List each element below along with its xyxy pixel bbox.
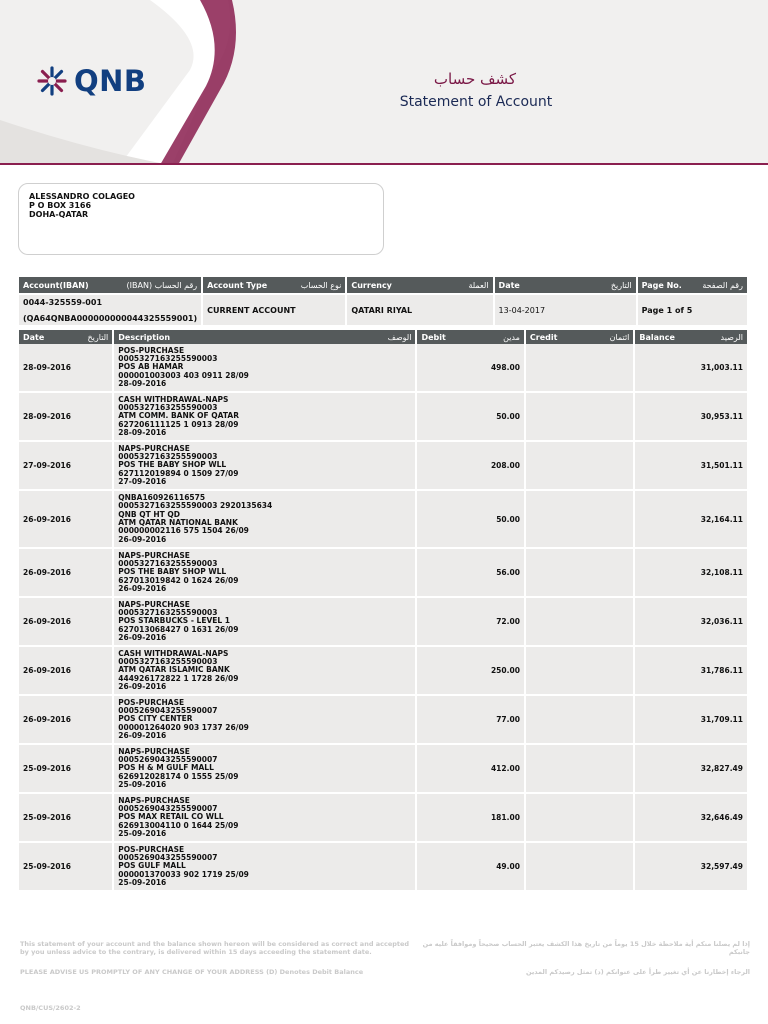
description-line: 26-09-2016 <box>118 632 167 642</box>
description-line: NAPS-PURCHASE <box>118 795 190 805</box>
transaction-debit: 208.00 <box>417 442 523 491</box>
footer-note-arabic: إذا لم يصلنا منكم أية ملاحظة خلال 15 يوماً من تاريخ هذا الكشف يعتبر الحساب صحيحاً وموافقاً عليه من جانبكم <box>422 940 750 956</box>
description-line: 28-09-2016 <box>118 378 167 388</box>
transaction-description <box>114 745 415 794</box>
description-line: 0005327163255590003 <box>118 452 218 462</box>
transaction-balance: 32,108.11 <box>635 549 747 598</box>
transaction-debit: 72.00 <box>417 598 523 647</box>
transaction-date: 25-09-2016 <box>19 745 112 794</box>
description-line: 627013068427 0 1631 26/09 <box>118 624 239 634</box>
transaction-credit <box>526 442 633 491</box>
table-row <box>19 794 747 843</box>
transaction-debit: 56.00 <box>417 549 523 598</box>
description-line: NAPS-PURCHASE <box>118 443 190 453</box>
header-page-no: Page No. رقم الصفحة <box>638 277 747 293</box>
transaction-debit: 412.00 <box>417 745 523 794</box>
transaction-date: 26-09-2016 <box>19 598 112 647</box>
footer-note-english: This statement of your account and the balance shown hereon will be considered as correct and accepted by you unless advice to the contrary, is delivered within 15 days acceeding the statement date. <box>20 940 410 956</box>
transaction-credit <box>526 794 633 843</box>
header-account-iban: Account(IBAN) رقم الحساب (IBAN) <box>19 277 201 293</box>
account-number: 0044-325559-001 <box>23 297 103 307</box>
transaction-credit <box>526 491 633 549</box>
description-line: 444926172822 1 1728 26/09 <box>118 673 239 683</box>
column-balance: Balance الرصيد <box>635 330 747 344</box>
currency-value: QATARI RIYAL <box>347 295 492 325</box>
description-line: POS H & M GULF MALL <box>118 763 214 773</box>
transaction-balance: 32,597.49 <box>635 843 747 892</box>
transaction-description <box>114 491 415 549</box>
description-line: POS STARBUCKS - LEVEL 1 <box>118 616 230 626</box>
transaction-balance: 32,827.49 <box>635 745 747 794</box>
address-city: DOHA-QATAR <box>29 210 89 219</box>
description-line: 626912028174 0 1555 25/09 <box>118 771 239 781</box>
qnb-logo <box>36 64 147 98</box>
description-line: 0005269043255590007 <box>118 755 218 765</box>
transaction-credit <box>526 843 633 892</box>
table-row <box>19 344 747 393</box>
description-line: QNB QT HT QD <box>118 509 180 519</box>
header-rule <box>0 163 768 165</box>
header-account-type: Account Type نوع الحساب <box>203 277 345 293</box>
transaction-debit: 250.00 <box>417 647 523 696</box>
description-line: POS-PURCHASE <box>118 697 185 707</box>
description-line: POS-PURCHASE <box>118 844 185 854</box>
transaction-debit: 181.00 <box>417 794 523 843</box>
transaction-credit <box>526 696 633 745</box>
transaction-description <box>114 344 415 393</box>
description-line: 627206111125 1 0913 28/09 <box>118 419 239 429</box>
description-line: 26-09-2016 <box>118 730 167 740</box>
transaction-balance: 32,164.11 <box>635 491 747 549</box>
transaction-debit: 50.00 <box>417 491 523 549</box>
header-date: Date التاريخ <box>495 277 636 293</box>
description-line: 25-09-2016 <box>118 779 167 789</box>
transaction-date: 27-09-2016 <box>19 442 112 491</box>
bank-name: QNB <box>74 64 147 98</box>
transaction-debit: 77.00 <box>417 696 523 745</box>
description-line: 000000002116 575 1504 26/09 <box>118 526 249 536</box>
transaction-date: 26-09-2016 <box>19 696 112 745</box>
description-line: POS THE BABY SHOP WLL <box>118 567 227 577</box>
description-line: 0005269043255590007 <box>118 706 218 716</box>
description-line: 26-09-2016 <box>118 534 167 544</box>
table-row <box>19 491 747 549</box>
description-line: 0005327163255590003 2920135634 <box>118 501 273 511</box>
table-row <box>19 598 747 647</box>
iban-number: (QA64QNBA000000000044325559001) <box>23 313 198 323</box>
description-line: CASH WITHDRAWAL-NAPS <box>118 394 229 404</box>
form-code: QNB/CUS/2602-2 <box>20 1004 81 1012</box>
description-line: 27-09-2016 <box>118 476 167 486</box>
description-line: 25-09-2016 <box>118 877 167 887</box>
description-line: CASH WITHDRAWAL-NAPS <box>118 648 229 658</box>
description-line: POS CITY CENTER <box>118 714 193 724</box>
table-row <box>19 647 747 696</box>
description-line: ATM QATAR NATIONAL BANK <box>118 518 238 527</box>
transaction-credit <box>526 598 633 647</box>
transaction-balance: 31,501.11 <box>635 442 747 491</box>
transaction-description <box>114 442 415 491</box>
transaction-date: 26-09-2016 <box>19 549 112 598</box>
transactions-table <box>17 330 749 892</box>
page-title-arabic: كشف حساب <box>433 70 517 88</box>
transaction-credit <box>526 647 633 696</box>
description-line: 0005327163255590003 <box>118 354 218 364</box>
description-line: 26-09-2016 <box>118 681 167 691</box>
transaction-date: 26-09-2016 <box>19 491 112 549</box>
customer-address-box <box>18 183 384 255</box>
column-debit: Debit مدين <box>417 330 523 344</box>
transaction-balance: 31,786.11 <box>635 647 747 696</box>
transaction-date: 28-09-2016 <box>19 393 112 442</box>
transaction-credit <box>526 745 633 794</box>
description-line: 0005327163255590003 <box>118 403 218 413</box>
header-currency: Currency العملة <box>347 277 492 293</box>
description-line: 627112019894 0 1509 27/09 <box>118 468 239 478</box>
transaction-description <box>114 696 415 745</box>
page-title: Statement of Account <box>399 94 553 110</box>
account-type-value: CURRENT ACCOUNT <box>203 295 345 325</box>
transaction-description <box>114 843 415 892</box>
description-line: POS-PURCHASE <box>118 345 185 355</box>
table-row <box>19 442 747 491</box>
transaction-credit <box>526 393 633 442</box>
transaction-date: 25-09-2016 <box>19 794 112 843</box>
transaction-balance: 30,953.11 <box>635 393 747 442</box>
column-date: Date التاريخ <box>19 330 112 344</box>
table-row <box>19 843 747 892</box>
description-line: 000001264020 903 1737 26/09 <box>118 722 249 732</box>
description-line: 0005327163255590003 <box>118 657 218 667</box>
transaction-date: 26-09-2016 <box>19 647 112 696</box>
transaction-description <box>114 549 415 598</box>
transaction-description <box>114 393 415 442</box>
transaction-date: 28-09-2016 <box>19 344 112 393</box>
description-line: NAPS-PURCHASE <box>118 550 190 560</box>
table-row <box>19 393 747 442</box>
description-line: POS AB HAMAR <box>118 362 184 372</box>
account-number-cell <box>19 295 201 325</box>
customer-name: ALESSANDRO COLAGEO <box>29 192 135 201</box>
description-line: POS MAX RETAIL CO WLL <box>118 812 224 822</box>
table-row <box>19 696 747 745</box>
transaction-balance: 31,003.11 <box>635 344 747 393</box>
transactions-body <box>19 344 747 892</box>
description-line: POS GULF MALL <box>118 861 186 871</box>
column-credit: Credit ائتمان <box>526 330 633 344</box>
footer-advise-english: PLEASE ADVISE US PROMPTLY OF ANY CHANGE OF YOUR ADDRESS (D) Denotes Debit Balance <box>20 968 364 976</box>
description-line: 000001003003 403 0911 28/09 <box>118 370 249 380</box>
address-line: P O BOX 3166 <box>29 201 92 210</box>
column-description: Description الوصف <box>114 330 415 344</box>
description-line: 26-09-2016 <box>118 583 167 593</box>
transaction-description <box>114 647 415 696</box>
table-row <box>19 549 747 598</box>
statement-header <box>0 0 768 165</box>
description-line: 626913004110 0 1644 25/09 <box>118 820 239 830</box>
transaction-credit <box>526 344 633 393</box>
statement-date-value: 13-04-2017 <box>495 295 636 325</box>
account-info-table <box>17 277 749 325</box>
description-line: NAPS-PURCHASE <box>118 746 190 756</box>
description-line: 000001370033 902 1719 25/09 <box>118 869 249 879</box>
transaction-credit <box>526 549 633 598</box>
transaction-debit: 50.00 <box>417 393 523 442</box>
qnb-knot-icon <box>36 65 68 97</box>
description-line: QNBA160926116575 <box>118 493 206 503</box>
table-row <box>19 745 747 794</box>
transaction-description <box>114 794 415 843</box>
description-line: ATM QATAR ISLAMIC BANK <box>118 665 230 675</box>
description-line: 0005269043255590007 <box>118 804 218 814</box>
description-line: 0005269043255590007 <box>118 853 218 863</box>
description-line: 0005327163255590003 <box>118 559 218 569</box>
transaction-balance: 32,646.49 <box>635 794 747 843</box>
description-line: 28-09-2016 <box>118 427 167 437</box>
transaction-balance: 32,036.11 <box>635 598 747 647</box>
transaction-description <box>114 598 415 647</box>
page-number-value: Page 1 of 5 <box>638 295 747 325</box>
description-line: 627013019842 0 1624 26/09 <box>118 575 239 585</box>
description-line: NAPS-PURCHASE <box>118 599 190 609</box>
transaction-debit: 49.00 <box>417 843 523 892</box>
transaction-date: 25-09-2016 <box>19 843 112 892</box>
description-line: 0005327163255590003 <box>118 608 218 618</box>
transaction-debit: 498.00 <box>417 344 523 393</box>
description-line: POS THE BABY SHOP WLL <box>118 460 227 470</box>
description-line: 25-09-2016 <box>118 828 167 838</box>
transaction-balance: 31,709.11 <box>635 696 747 745</box>
description-line: ATM COMM. BANK OF QATAR <box>118 411 240 421</box>
footer-advise-arabic: الرجاء إخطارنا عن أي تغيير طرأ على عنوانكم (د) تمثل رصيدكم المدين <box>526 968 750 976</box>
